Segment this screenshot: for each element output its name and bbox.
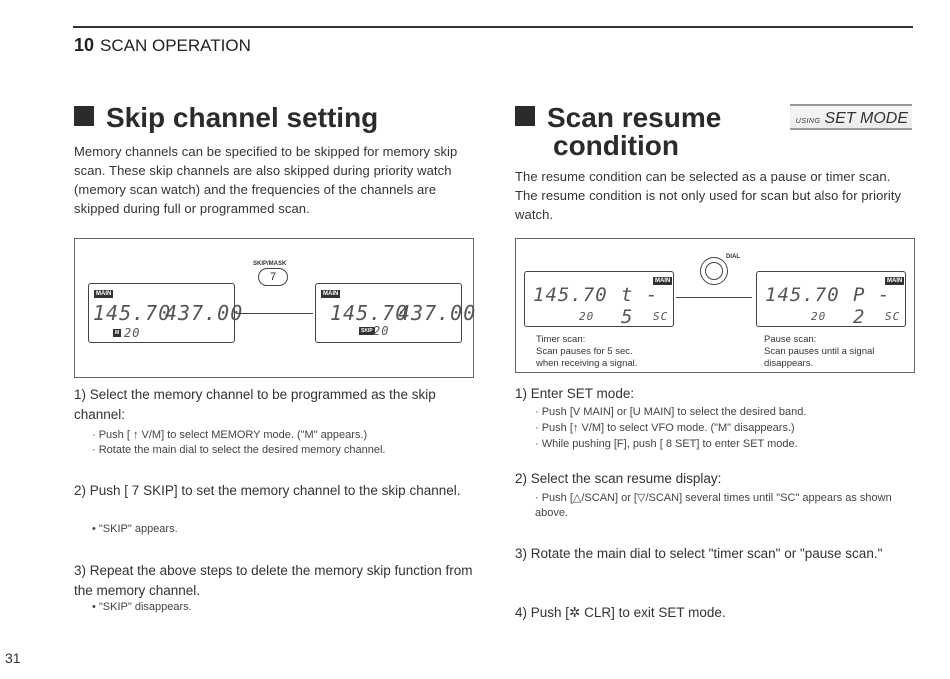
skip-lcd-after: MAIN 145.70 437.00 SKIP 20 [315, 283, 462, 343]
timer-caption: Timer scan: Scan pauses for 5 sec. when receiving a signal. [536, 334, 638, 369]
skip-step-1-sub-2: · Rotate the main dial to select the desired memory channel. [92, 444, 386, 456]
skip-step-1: 1) Select the memory channel to be programmed as the skip channel: [74, 387, 436, 422]
timer-lcd: MAIN 145.70 t - 5 20 SC [524, 271, 674, 327]
skip-step-1-sub-1: · Push [ ↑ V/M] to select MEMORY mode. ("M" appears.) [92, 429, 368, 441]
page-number: 31 [5, 650, 21, 666]
square-bullet-icon [515, 106, 535, 126]
skip-section-title: Skip channel setting [74, 103, 378, 133]
chapter-header [74, 35, 251, 56]
resume-step-1: 1) Enter SET mode: [515, 386, 635, 401]
resume-step-2-sub-1: · Push [△/SCAN] or [▽/SCAN] several times until "SC" appears as shown above. [535, 492, 892, 519]
set-mode-badge: USING SET MODE [790, 104, 912, 130]
dial-label: DIAL [726, 254, 740, 260]
resume-section-title: Scan resume [515, 103, 721, 133]
skip-step-2-sub-1: • "SKIP" appears. [92, 523, 178, 535]
top-rule [73, 26, 913, 28]
skip-step-3: 3) Repeat the above steps to delete the memory skip function from the memory channel. [74, 563, 473, 598]
square-bullet-icon [74, 106, 94, 126]
resume-section-title-line2: condition [553, 130, 679, 161]
resume-step-3: 3) Rotate the main dial to select "timer scan" or "pause scan." [515, 546, 883, 561]
skip-intro: Memory channels can be specified to be skipped for memory skip scan. These skip channels are also skipped during priority watch (memory scan watch) and the frequencies of the channels are skipped during full or programmed scan. [74, 144, 458, 216]
pause-caption: Pause scan: Scan pauses until a signal disappears. [764, 334, 875, 369]
arrow-icon [676, 297, 752, 298]
resume-diagram [515, 238, 915, 373]
pause-lcd: MAIN 145.70 P - 2 20 SC [756, 271, 906, 327]
chapter-number: 10 [74, 35, 95, 55]
chapter-title: SCAN OPERATION [100, 36, 251, 55]
resume-step-1-sub-1: · Push [V MAIN] or [U MAIN] to select the desired band. [535, 406, 807, 418]
skip-diagram [74, 238, 477, 378]
resume-step-4: 4) Push [✲ CLR] to exit SET mode. [515, 605, 726, 620]
skip-key-icon: 7 [258, 268, 288, 286]
resume-intro: The resume condition can be selected as a pause or timer scan. The resume condition is not only used for scan but also for priority watch. [515, 169, 902, 222]
skip-key-label: SKIP/MASK [253, 261, 287, 267]
resume-step-2: 2) Select the scan resume display: [515, 471, 722, 486]
resume-step-1-sub-2: · Push [↑ V/M] to select VFO mode. ("M" disappears.) [535, 422, 795, 434]
arrow-icon [237, 313, 313, 314]
skip-step-3-sub-1: • "SKIP" disappears. [92, 601, 192, 613]
dial-icon [700, 257, 728, 285]
skip-lcd-before: MAIN 145.70 437.00 20 M [88, 283, 235, 343]
resume-step-1-sub-3: · While pushing [F], push [ 8 SET] to enter SET mode. [535, 438, 798, 450]
skip-step-2: 2) Push [ 7 SKIP] to set the memory channel to the skip channel. [74, 483, 461, 498]
